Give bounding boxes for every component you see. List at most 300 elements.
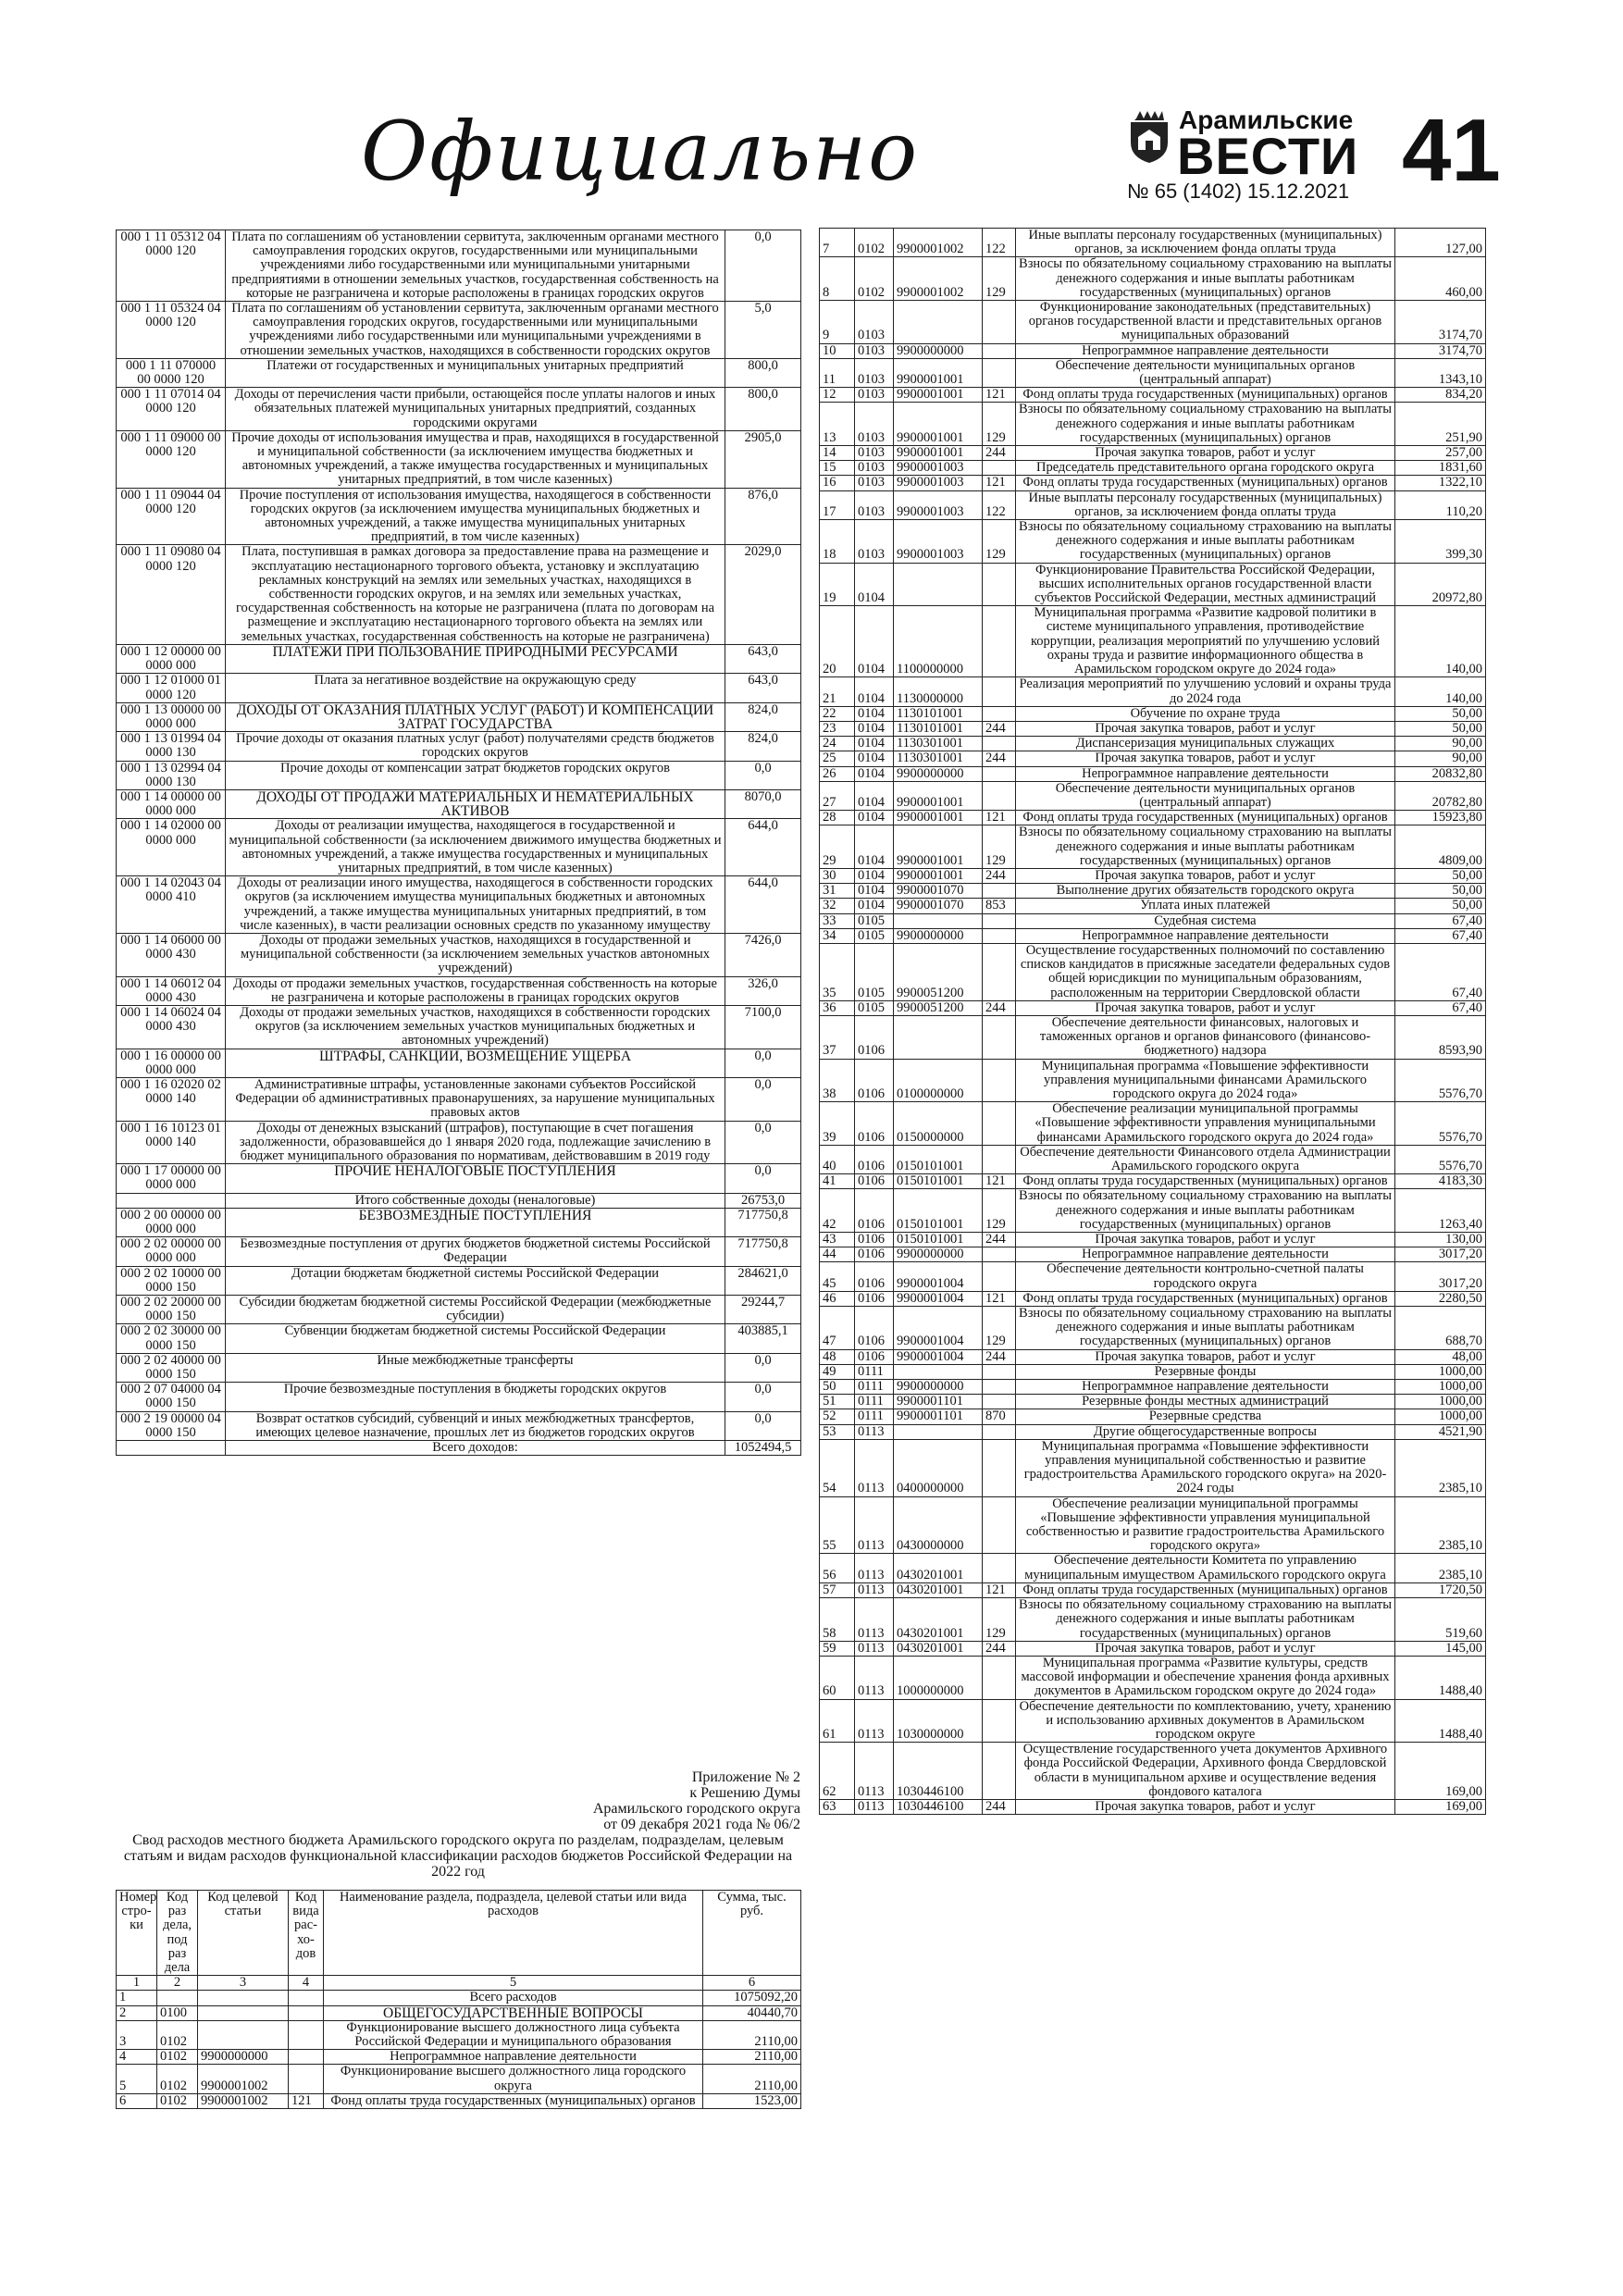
expense-name: Фонд оплаты труда государственных (муниципальных) органов [1016, 1291, 1395, 1306]
income-name: Прочие поступления от использования имущества, находящегося в собственности городских округов (за исключением имущества муниципальных бюджетных и автономных учреждений, а также имущества муниципальных унитарных предприятий, в том числе казенных) [226, 488, 725, 545]
expense-amount: 2385,10 [1395, 1439, 1486, 1496]
expense-type-code: 244 [983, 1799, 1016, 1814]
expense-name: Обучение по охране труда [1016, 706, 1395, 721]
row-number: 30 [820, 868, 855, 883]
section-code: 0102 [855, 229, 894, 257]
section-code: 0106 [855, 1262, 894, 1291]
income-name: Плата за негативное воздействие на окружающую среду [226, 674, 725, 702]
income-amount: 0,0 [725, 761, 801, 789]
target-code: 1130000000 [894, 677, 983, 706]
target-code: 1030446100 [894, 1743, 983, 1800]
target-code [894, 563, 983, 606]
expense-type-code: 121 [983, 388, 1016, 403]
expense-amount: 90,00 [1395, 751, 1486, 766]
expense-amount: 140,00 [1395, 606, 1486, 677]
expense-amount: 5576,70 [1395, 1059, 1486, 1102]
expense-name: Обеспечение реализации муниципальной программы «Повышение эффективности управления муниципальной собственностью и развитие градостроительства Арамильского городского округа» [1016, 1496, 1395, 1554]
table-row [117, 644, 801, 673]
expense-name: Взносы по обязательному социальному страхованию на выплаты денежного содержания и иные выплаты работникам государственных (муниципальных) органов [1016, 257, 1395, 301]
income-amount: 644,0 [725, 876, 801, 934]
row-number: 12 [820, 388, 855, 403]
income-code: 000 2 02 10000 00 0000 150 [117, 1266, 226, 1295]
target-code: 9900001004 [894, 1262, 983, 1291]
section-code: 0104 [855, 825, 894, 869]
income-amount: 7426,0 [725, 933, 801, 976]
row-number: 1 [117, 1976, 157, 1991]
target-code: 0400000000 [894, 1439, 983, 1496]
target-code: 9900001003 [894, 520, 983, 564]
income-code: 000 1 12 00000 00 0000 000 [117, 644, 226, 673]
expense-amount: 90,00 [1395, 737, 1486, 751]
expense-type-code [289, 2005, 324, 2020]
expense-amount: 1000,00 [1395, 1409, 1486, 1424]
income-code: 000 1 11 09044 04 0000 120 [117, 488, 226, 545]
expense-name: Иные выплаты персоналу государственных (муниципальных) органов, за исключением фонда оплаты труда [1016, 229, 1395, 257]
target-code: 9900001001 [894, 358, 983, 387]
income-code: 000 1 11 05312 04 0000 120 [117, 230, 226, 302]
row-number: 43 [820, 1233, 855, 1247]
expense-amount: 4183,30 [1395, 1174, 1486, 1189]
income-amount: 824,0 [725, 732, 801, 761]
row-number: 22 [820, 706, 855, 721]
income-amount: 0,0 [725, 1121, 801, 1164]
table-row [820, 706, 1486, 721]
row-number: 19 [820, 563, 855, 606]
table-row [117, 388, 801, 431]
expense-type-code [983, 343, 1016, 358]
target-code: 9900001001 [894, 825, 983, 869]
expense-name: Прочая закупка товаров, работ и услуг [1016, 1233, 1395, 1247]
expense-name: Непрограммное направление деятельности [1016, 1380, 1395, 1395]
income-code: 000 1 14 06012 04 0000 430 [117, 976, 226, 1005]
section-code: 0113 [855, 1554, 894, 1582]
expense-amount: 15923,80 [1395, 811, 1486, 825]
income-code: 000 2 19 00000 04 0000 150 [117, 1411, 226, 1440]
target-code [894, 1015, 983, 1059]
expense-type-code: 129 [983, 1598, 1016, 1642]
expense-name: Функционирование высшего должностного лица субъекта Российской Федерации и муниципального образования [324, 2020, 703, 2049]
row-number: 44 [820, 1247, 855, 1262]
table-row [820, 461, 1486, 476]
section-code: 0113 [855, 1743, 894, 1800]
section-code: 0111 [855, 1409, 894, 1424]
table-row [820, 721, 1486, 736]
expense-amount: 2110,00 [703, 2020, 801, 2049]
expense-name: Обеспечение деятельности Финансового отдела Администрации Арамильского городского округа [1016, 1145, 1395, 1173]
table-row [820, 1102, 1486, 1146]
expense-type-code [983, 1262, 1016, 1291]
expense-type-code [983, 706, 1016, 721]
table-row [117, 1193, 801, 1208]
expense-name: Функционирование законодательных (представительных) органов государственной власти и представительных органов муниципальных образований [1016, 301, 1395, 344]
expense-name: Взносы по обязательному социальному страхованию на выплаты денежного содержания и иные выплаты работникам государственных (муниципальных) органов [1016, 520, 1395, 564]
table-row [820, 811, 1486, 825]
row-number: 52 [820, 1409, 855, 1424]
expense-type-code: 244 [983, 1233, 1016, 1247]
column-header: Наименование раздела, подраздела, целевой статьи или вида расходов [324, 1891, 703, 1976]
expense-amount: 2110,00 [703, 2050, 801, 2065]
expense-name: Взносы по обязательному социальному страхованию на выплаты денежного содержания и иные выплаты работникам государственных (муниципальных) органов [1016, 1598, 1395, 1642]
income-code: 000 2 02 20000 00 0000 150 [117, 1296, 226, 1324]
section-code: 0113 [855, 1699, 894, 1743]
target-code: 0150101001 [894, 1174, 983, 1189]
income-code [117, 1193, 226, 1208]
table-row [820, 913, 1486, 928]
expense-name: Прочая закупка товаров, работ и услуг [1016, 1641, 1395, 1656]
table-row [820, 1291, 1486, 1306]
table-row [820, 1743, 1486, 1800]
table-row [820, 899, 1486, 913]
expense-name: ОБЩЕГОСУДАРСТВЕННЫЕ ВОПРОСЫ [324, 2005, 703, 2020]
expense-name: Фонд оплаты труда государственных (муниципальных) органов [1016, 1174, 1395, 1189]
expense-name: Муниципальная программа «Повышение эффективности управления муниципальными финансами Арамильского городского округа до 2024 года» [1016, 1059, 1395, 1102]
section-code: 0113 [855, 1641, 894, 1656]
row-number: 39 [820, 1102, 855, 1146]
section-code: 0111 [855, 1380, 894, 1395]
section-code: 0103 [855, 520, 894, 564]
expense-name: Функционирование Правительства Российской Федерации, высших исполнительных органов государственной власти субъектов Российской Федерации, местных администраций [1016, 563, 1395, 606]
target-code: 9900001002 [198, 2065, 289, 2093]
target-code: 9900000000 [894, 766, 983, 781]
section-code: 0103 [855, 343, 894, 358]
expense-type-code [983, 737, 1016, 751]
section-code: 0106 [855, 1247, 894, 1262]
expense-name: Осуществление государственных полномочий по составлению списков кандидатов в присяжные заседатели федеральных судов общей юрисдикции по муниципальным образованиям, расположенным на территории Свердловской области [1016, 943, 1395, 1000]
income-name: ПЛАТЕЖИ ПРИ ПОЛЬЗОВАНИЕ ПРИРОДНЫМИ РЕСУРСАМИ [226, 644, 725, 673]
expense-amount: 20832,80 [1395, 766, 1486, 781]
target-code: 9900001070 [894, 884, 983, 899]
income-name: Дотации бюджетам бюджетной системы Российской Федерации [226, 1266, 725, 1295]
target-code: 1130301001 [894, 751, 983, 766]
table-row [117, 702, 801, 731]
target-code: 1100000000 [894, 606, 983, 677]
expense-type-code [983, 1145, 1016, 1173]
target-code: 1030000000 [894, 1699, 983, 1743]
target-code: 9900001001 [894, 446, 983, 461]
table-row [820, 343, 1486, 358]
income-code: 000 1 14 06024 04 0000 430 [117, 1005, 226, 1049]
row-number: 57 [820, 1582, 855, 1597]
table-row [820, 781, 1486, 810]
table-row [117, 1164, 801, 1193]
expense-name: Прочая закупка товаров, работ и услуг [1016, 446, 1395, 461]
expense-amount: 1720,50 [1395, 1582, 1486, 1597]
expense-type-code [983, 1424, 1016, 1439]
table-row [820, 446, 1486, 461]
table-row [820, 1307, 1486, 1350]
target-code: 0150000000 [894, 1102, 983, 1146]
section-code: 0104 [855, 751, 894, 766]
table-row [820, 1554, 1486, 1582]
expense-name: Функционирование высшего должностного лица городского округа [324, 2065, 703, 2093]
column-header: Код целевой статьи [198, 1891, 289, 1976]
expense-name: Прочая закупка товаров, работ и услуг [1016, 1349, 1395, 1364]
row-number: 47 [820, 1307, 855, 1350]
expense-amount: 3017,20 [1395, 1247, 1486, 1262]
target-code: 1130101001 [894, 721, 983, 736]
expense-amount: 1000,00 [1395, 1364, 1486, 1379]
expense-amount: 67,40 [1395, 928, 1486, 943]
target-code: 0150101001 [894, 1233, 983, 1247]
table-row [820, 1233, 1486, 1247]
appendix-title: Свод расходов местного бюджета Арамильского городского округа по разделам, подразделам, целевым статьям и видам расходов функциональной классификации расходов бюджетов Российской Федерации на 2022 год [123, 1832, 793, 1880]
expense-name: Фонд оплаты труда государственных (муниципальных) органов [1016, 1582, 1395, 1597]
table-row [820, 1262, 1486, 1291]
target-code: 9900000000 [894, 1380, 983, 1395]
income-code: 000 2 07 04000 04 0000 150 [117, 1383, 226, 1411]
section-code: 0113 [855, 1424, 894, 1439]
row-number: 14 [820, 446, 855, 461]
expense-amount: 110,20 [1395, 490, 1486, 519]
row-number: 26 [820, 766, 855, 781]
income-name: Безвозмездные поступления от других бюджетов бюджетной системы Российской Федерации [226, 1237, 725, 1266]
income-code: 000 1 16 00000 00 0000 000 [117, 1049, 226, 1077]
expense-amount: 48,00 [1395, 1349, 1486, 1364]
income-amount: 26753,0 [725, 1193, 801, 1208]
expense-amount: 834,20 [1395, 388, 1486, 403]
income-amount: 1052494,5 [725, 1441, 801, 1456]
section-code: 0104 [855, 721, 894, 736]
target-code: 9900001001 [894, 868, 983, 883]
target-code: 9900000000 [894, 928, 983, 943]
expense-name: Взносы по обязательному социальному страхованию на выплаты денежного содержания и иные выплаты работникам государственных (муниципальных) органов [1016, 825, 1395, 869]
row-number: 35 [820, 943, 855, 1000]
table-row [820, 476, 1486, 490]
expense-name: Взносы по обязательному социальному страхованию на выплаты денежного содержания и иные выплаты работникам государственных (муниципальных) органов [1016, 403, 1395, 446]
expense-name: Непрограммное направление деятельности [1016, 928, 1395, 943]
expense-type-code [983, 781, 1016, 810]
table-row [820, 1656, 1486, 1699]
expense-amount: 140,00 [1395, 677, 1486, 706]
row-number: 7 [820, 229, 855, 257]
table-row [820, 884, 1486, 899]
expense-type-code [983, 766, 1016, 781]
income-name: Плата по соглашениям об установлении сервитута, заключенным органами местного самоуправления городских округов, государственными или муниципальными учреждениями либо государственными или муниципальными унитарными предприятиями в отношении земельных участков, государственная собственность на которые не разграничена и которые расположены в границах городских округов [226, 230, 725, 302]
income-name: Иные межбюджетные трансферты [226, 1353, 725, 1382]
expense-type-code: 244 [983, 1000, 1016, 1015]
section-code: 0106 [855, 1145, 894, 1173]
target-code: 9900000000 [894, 343, 983, 358]
expense-type-code [983, 1743, 1016, 1800]
table-row [117, 732, 801, 761]
table-row [820, 1059, 1486, 1102]
section-code: 0103 [855, 476, 894, 490]
row-number: 11 [820, 358, 855, 387]
table-row [117, 674, 801, 702]
section-code: 0105 [855, 928, 894, 943]
income-amount: 0,0 [725, 230, 801, 302]
table-row [820, 928, 1486, 943]
income-name: Доходы от реализации иного имущества, находящегося в собственности городских округов (за исключением имущества муниципальных бюджетных и автономных учреждений, а также имущества муниципальных унитарных предприятий, в том числе казенных), в части реализации основных средств по указанному имуществу [226, 876, 725, 934]
table-row [117, 1049, 801, 1077]
row-number: 10 [820, 343, 855, 358]
table-row [117, 1237, 801, 1266]
target-code: 3 [198, 1976, 289, 1991]
expense-type-code: 122 [983, 490, 1016, 519]
section-code: 0104 [855, 884, 894, 899]
expense-type-code: 129 [983, 257, 1016, 301]
income-amount: 2905,0 [725, 430, 801, 488]
table-row [117, 1005, 801, 1049]
expense-name: Прочая закупка товаров, работ и услуг [1016, 1000, 1395, 1015]
expense-amount: 130,00 [1395, 1233, 1486, 1247]
expense-name: Прочая закупка товаров, работ и услуг [1016, 868, 1395, 883]
row-number: 5 [117, 2065, 157, 2093]
section-code: 0103 [855, 388, 894, 403]
expense-type-code: 129 [983, 825, 1016, 869]
income-code: 000 1 11 05324 04 0000 120 [117, 302, 226, 359]
income-amount: 824,0 [725, 702, 801, 731]
expense-type-code [983, 677, 1016, 706]
expense-name: Непрограммное направление деятельности [1016, 766, 1395, 781]
income-name: Доходы от перечисления части прибыли, остающейся после уплаты налогов и иных обязательных платежей муниципальных унитарных предприятий, созданных городскими округами [226, 388, 725, 431]
expense-amount: 67,40 [1395, 943, 1486, 1000]
expense-type-code: 121 [983, 811, 1016, 825]
expense-name: Фонд оплаты труда государственных (муниципальных) органов [1016, 388, 1395, 403]
table-row [117, 1121, 801, 1164]
table-row [117, 2005, 801, 2020]
target-code [198, 2005, 289, 2020]
income-amount: 284621,0 [725, 1266, 801, 1295]
income-amount: 0,0 [725, 1164, 801, 1193]
row-number: 37 [820, 1015, 855, 1059]
target-code: 9900001003 [894, 490, 983, 519]
expense-type-code [983, 928, 1016, 943]
expense-name: Диспансеризация муниципальных служащих [1016, 737, 1395, 751]
logo-text-top: Арамильские [1179, 105, 1354, 134]
section-code: 0102 [855, 257, 894, 301]
expense-type-code: 121 [983, 1291, 1016, 1306]
income-code: 000 1 14 02043 04 0000 410 [117, 876, 226, 934]
income-name: ПРОЧИЕ НЕНАЛОГОВЫЕ ПОСТУПЛЕНИЯ [226, 1164, 725, 1193]
expense-type-code: 244 [983, 751, 1016, 766]
expense-amount: 2110,00 [703, 2065, 801, 2093]
expense-name: Судебная система [1016, 913, 1395, 928]
expense-amount: 1523,00 [703, 2093, 801, 2108]
expense-amount: 1075092,20 [703, 1991, 801, 2005]
section-code: 0103 [855, 403, 894, 446]
row-number: 1 [117, 1991, 157, 2005]
table-row [820, 1409, 1486, 1424]
expense-amount: 1488,40 [1395, 1656, 1486, 1699]
table-row [820, 1364, 1486, 1379]
expense-amount: 40440,70 [703, 2005, 801, 2020]
row-number: 34 [820, 928, 855, 943]
income-code: 000 1 13 01994 04 0000 130 [117, 732, 226, 761]
table-row [820, 1424, 1486, 1439]
expense-type-code [983, 1554, 1016, 1582]
target-code: 9900001004 [894, 1349, 983, 1364]
section-code: 0113 [855, 1439, 894, 1496]
table-row [820, 751, 1486, 766]
expense-amount: 399,30 [1395, 520, 1486, 564]
expense-name: Непрограммное направление деятельности [1016, 1247, 1395, 1262]
expense-amount: 2385,10 [1395, 1554, 1486, 1582]
row-number: 62 [820, 1743, 855, 1800]
target-code: 9900051200 [894, 1000, 983, 1015]
table-row [117, 2050, 801, 2065]
expense-amount: 2280,50 [1395, 1291, 1486, 1306]
table-row [820, 1247, 1486, 1262]
income-name: Доходы от реализации имущества, находящегося в государственной и муниципальной собственности (за исключением движимого имущества бюджетных и автономных учреждений, а также имущества государственных и муниципальных унитарных предприятий, в том числе казенных) [226, 819, 725, 876]
table-row [820, 301, 1486, 344]
income-amount: 326,0 [725, 976, 801, 1005]
expense-amount: 2385,10 [1395, 1496, 1486, 1554]
expense-type-code: 853 [983, 899, 1016, 913]
row-number: 48 [820, 1349, 855, 1364]
expense-name: Обеспечение реализации муниципальной программы «Повышение эффективности управления муниципальными финансами Арамильского городского округа до 2024 года» [1016, 1102, 1395, 1146]
table-row [820, 1699, 1486, 1743]
target-code: 9900001001 [894, 403, 983, 446]
table-row [117, 1077, 801, 1121]
row-number: 58 [820, 1598, 855, 1642]
row-number: 3 [117, 2020, 157, 2049]
target-code: 9900001002 [894, 229, 983, 257]
table-row [117, 1353, 801, 1382]
section-code: 0103 [855, 358, 894, 387]
row-number: 60 [820, 1656, 855, 1699]
expense-name: Осуществление государственного учета документов Архивного фонда Российской Федерации, Архивного фонда Свердловской области в муниципальном архиве и осуществление ведения фондового каталога [1016, 1743, 1395, 1800]
row-number: 38 [820, 1059, 855, 1102]
section-code: 0105 [855, 943, 894, 1000]
row-number: 13 [820, 403, 855, 446]
table-row [820, 606, 1486, 677]
target-code [894, 913, 983, 928]
income-amount: 0,0 [725, 1077, 801, 1121]
row-number: 25 [820, 751, 855, 766]
income-name: Всего доходов: [226, 1441, 725, 1456]
expense-type-code: 244 [983, 1641, 1016, 1656]
table-row [117, 488, 801, 545]
expense-amount: 251,90 [1395, 403, 1486, 446]
expense-type-code: 129 [983, 1189, 1016, 1233]
newspaper-logo [1127, 104, 1368, 185]
table-row [820, 1189, 1486, 1233]
expense-amount: 5576,70 [1395, 1102, 1486, 1146]
row-number: 41 [820, 1174, 855, 1189]
section-code: 0103 [855, 461, 894, 476]
income-code: 000 1 14 02000 00 0000 000 [117, 819, 226, 876]
section-code: 0106 [855, 1307, 894, 1350]
expense-type-code [983, 1102, 1016, 1146]
table-row [820, 943, 1486, 1000]
row-number: 49 [820, 1364, 855, 1379]
table-row [117, 2065, 801, 2093]
target-code: 1030446100 [894, 1799, 983, 1814]
table-row [820, 1641, 1486, 1656]
income-name: ДОХОДЫ ОТ ОКАЗАНИЯ ПЛАТНЫХ УСЛУГ (РАБОТ) И КОМПЕНСАЦИИ ЗАТРАТ ГОСУДАРСТВА [226, 702, 725, 731]
table-row [117, 358, 801, 387]
expense-name: Прочая закупка товаров, работ и услуг [1016, 1799, 1395, 1814]
target-code: 0430201001 [894, 1641, 983, 1656]
row-number: 17 [820, 490, 855, 519]
row-number: 4 [117, 2050, 157, 2065]
expense-type-code [289, 2065, 324, 2093]
expense-type-code: 129 [983, 1307, 1016, 1350]
income-name: ШТРАФЫ, САНКЦИИ, ВОЗМЕЩЕНИЕ УЩЕРБА [226, 1049, 725, 1077]
section-code: 0106 [855, 1059, 894, 1102]
expense-amount: 50,00 [1395, 706, 1486, 721]
row-number: 20 [820, 606, 855, 677]
expense-table-start [116, 1890, 801, 2109]
row-number: 61 [820, 1699, 855, 1743]
row-number: 16 [820, 476, 855, 490]
column-header: Код вида рас-хо-дов [289, 1891, 324, 1976]
table-row [117, 876, 801, 934]
row-number: 28 [820, 811, 855, 825]
table-row [820, 403, 1486, 446]
column-header: Номер стро-ки [117, 1891, 157, 1976]
